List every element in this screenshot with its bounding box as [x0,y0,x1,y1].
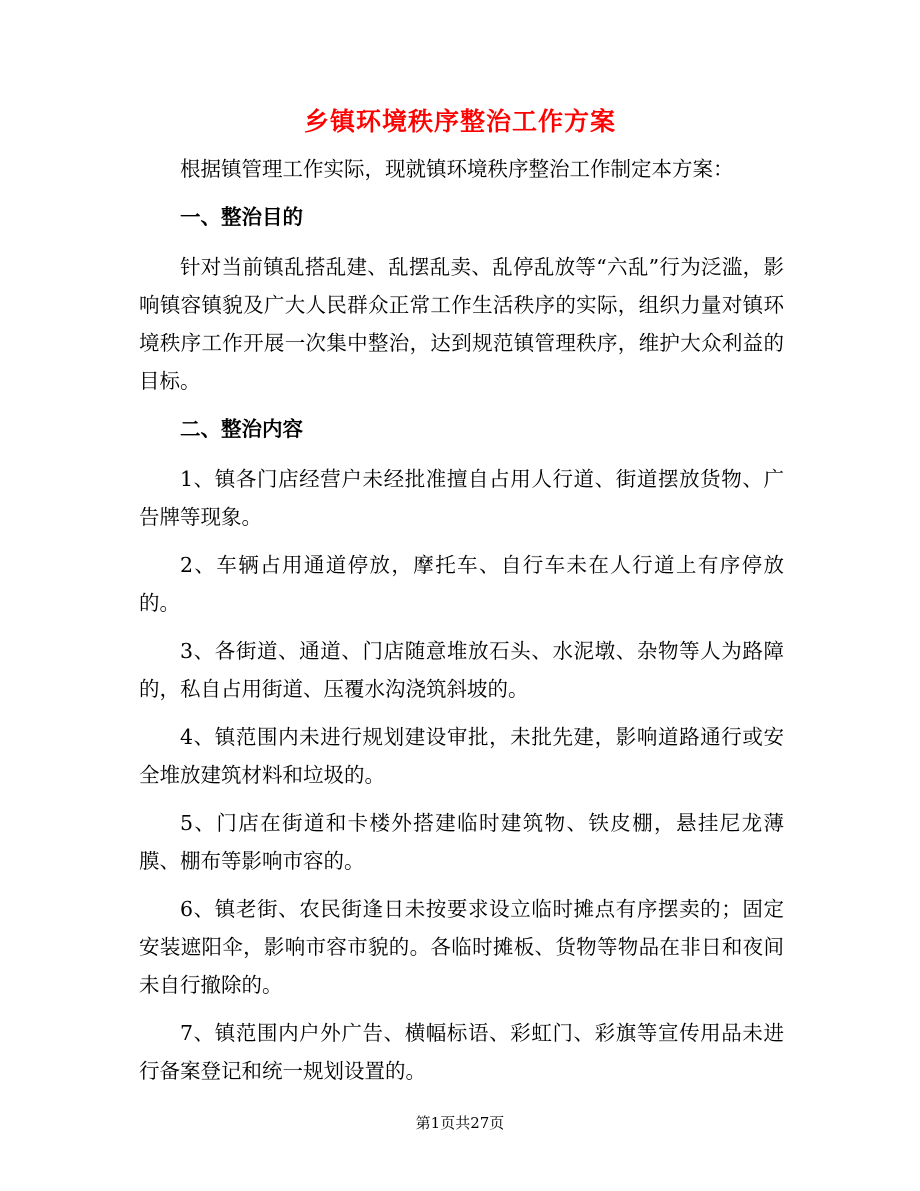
content-item: 5、门店在街道和卡楼外搭建临时建筑物、铁皮棚，悬挂尼龙薄膜、棚布等影响市容的。 [139,811,784,873]
content-item: 2、车辆占用通道停放，摩托车、自行车未在人行道上有序停放的。 [139,553,784,615]
content-item: 7、镇范围内户外广告、横幅标语、彩虹门、彩旗等宣传用品未进行备案登记和统一规划设置的。 [139,1021,784,1083]
document-body [139,150,784,1100]
section-heading-purpose: 一、整治目的 [180,205,303,229]
content-item: 6、镇老街、农民街逢日未按要求设立临时摊点有序摆卖的；固定安装遮阳伞，影响市容市貌的。各临时摊板、货物等物品在非日和夜间未自行撤除的。 [139,897,784,997]
section-heading-content: 二、整治内容 [180,417,303,441]
content-item: 4、镇范围内未进行规划建设审批，未批先建，影响道路通行或安全堆放建筑材料和垃圾的。 [139,725,784,787]
intro-paragraph: 根据镇管理工作实际，现就镇环境秩序整治工作制定本方案： [180,157,734,181]
page-number: 第1页共27页 [415,1114,505,1132]
content-item: 1、镇各门店经营户未经批准擅自占用人行道、街道摆放货物、广告牌等现象。 [139,467,784,529]
document-title: 乡镇环境秩序整治工作方案 [303,107,616,136]
content-item: 3、各街道、通道、门店随意堆放石头、水泥墩、杂物等人为路障的，私自占用街道、压覆水沟浇筑斜坡的。 [139,639,784,701]
purpose-paragraph: 针对当前镇乱搭乱建、乱摆乱卖、乱停乱放等“六乱”行为泛滥，影响镇容镇貌及广大人民群众正常工作生活秩序的实际，组织力量对镇环境秩序工作开展一次集中整治，达到规范镇管理秩序，维护大众利益的目标。 [139,255,784,393]
